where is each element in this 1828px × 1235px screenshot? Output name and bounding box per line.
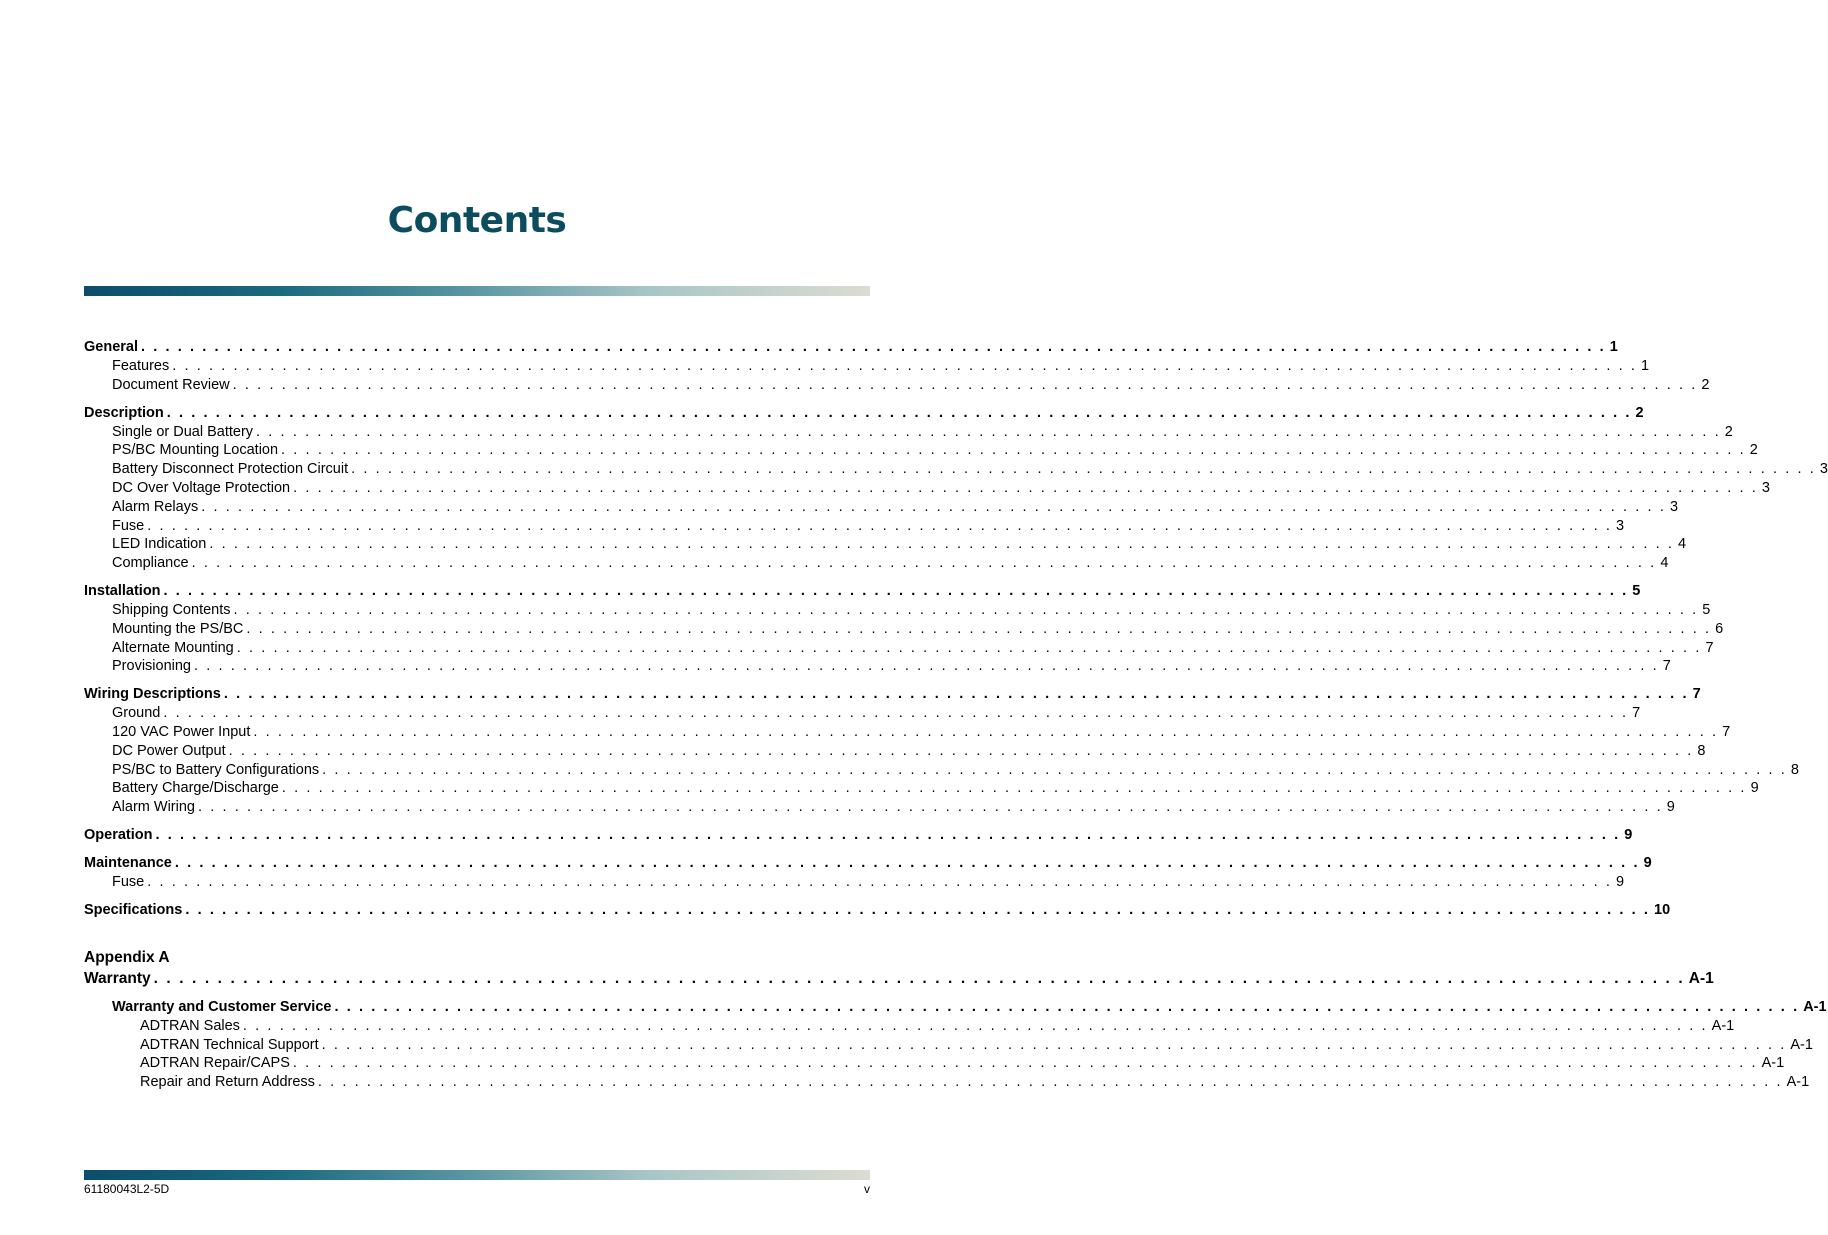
- toc-entry-page: 7: [1705, 639, 1714, 656]
- dot-leader: . . . . . . . . . . . . . . . . . . . . . . . . . . . . . . . . . . . . . . . . . . . . . . . . . . . . . . . . . . . . . . . . . . . . . . . . . . . . . . . . . . . . . . . . . . . . . . . . . . . . . . . . . . . . . . . . . . . . . . . .: [163, 705, 1629, 722]
- toc-entry-label: Compliance: [112, 555, 189, 572]
- dot-leader: . . . . . . . . . . . . . . . . . . . . . . . . . . . . . . . . . . . . . . . . . . . . . . . . . . . . . . . . . . . . . . . . . . . . . . . . . . . . . . . . . . . . . . . . . . . . . . . . . . . . . . . . . . . . . . . . . . . . . . . .: [172, 358, 1637, 374]
- toc-subsection[interactable]: [84, 704, 1641, 723]
- toc-subsection[interactable]: [84, 657, 1671, 676]
- toc-entry-label: Operation: [84, 826, 153, 843]
- dot-leader: . . . . . . . . . . . . . . . . . . . . . . . . . . . . . . . . . . . . . . . . . . . . . . . . . . . . . . . . . . . . . . . . . . . . . . . . . . . . . . . . . . . . . . . . . . . . . . . . . . . . . . . . . . . . . . . . . . . . . . . .: [228, 742, 1694, 759]
- toc-entry-page: 3: [1615, 517, 1625, 534]
- toc-subsection[interactable]: [84, 357, 1650, 376]
- dot-leader: . . . . . . . . . . . . . . . . . . . . . . . . . . . . . . . . . . . . . . . . . . . . . . . . . . . . . . . . . . . . . . . . . . . . . . . . . . . . . . . . . . . . . . . . . . . . . . . . . . . . . . . . . . . . . . . . . . . . . . . .: [236, 639, 1702, 656]
- toc-entry-label: ADTRAN Technical Support: [140, 1036, 319, 1053]
- toc-entry-label: PS/BC Mounting Location: [112, 442, 279, 459]
- toc-entry-page: 5: [1632, 582, 1641, 599]
- dot-leader: . . . . . . . . . . . . . . . . . . . . . . . . . . . . . . . . . . . . . . . . . . . . . . . . . . . . . . . . . . . . . . . . . . . . . . . . . . . . . . . . . . . . . . . . . . . . . . . . . . . . . . . . . . . . . . . . . . . . . . . .: [351, 461, 1816, 478]
- toc-entry-page: 5: [1702, 601, 1711, 618]
- toc-entry-page: 2: [1724, 423, 1733, 440]
- dot-leader: . . . . . . . . . . . . . . . . . . . . . . . . . . . . . . . . . . . . . . . . . . . . . . . . . . . . . . . . . . . . . . . . . . . . . . . . . . . . . . . . . . . . . . . . . . . . . . . . . . . . . . . . . . . . . . . . . . . . . . . .: [197, 799, 1663, 816]
- dot-leader: . . . . . . . . . . . . . . . . . . . . . . . . . . . . . . . . . . . . . . . . . . . . . . . . . . . . . . . . . . . . . . . . . . . . . . . . . . . . . . . . . . . . . . . . . . . . . . . . . . . . . . . . . . . . . . . . . . . . . . . .: [174, 854, 1640, 871]
- toc-entry-label: Alarm Relays: [112, 498, 199, 515]
- toc-entry-page: A-1: [1790, 1036, 1813, 1053]
- toc-entry-page: 9: [1666, 799, 1675, 816]
- toc-subsection[interactable]: [84, 441, 1758, 460]
- toc-subsection[interactable]: [84, 742, 1706, 761]
- toc-section[interactable]: [84, 338, 1618, 357]
- toc-subsection[interactable]: [84, 460, 1828, 479]
- dot-leader: . . . . . . . . . . . . . . . . . . . . . . . . . . . . . . . . . . . . . . . . . . . . . . . . . . . . . . . . . . . . . . . . . . . . . . . . . . . . . . . . . . . . . . . . . . . . . . . . . . . . . . . . . . . . . . . . . . . . . . . .: [246, 620, 1712, 637]
- dot-leader: . . . . . . . . . . . . . . . . . . . . . . . . . . . . . . . . . . . . . . . . . . . . . . . . . . . . . . . . . . . . . . . . . . . . . . . . . . . . . . . . . . . . . . . . . . . . . . . . . . . . . . . . . . . . . . . . . . . . . . . .: [191, 555, 1657, 572]
- dot-leader: . . . . . . . . . . . . . . . . . . . . . . . . . . . . . . . . . . . . . . . . . . . . . . . . . . . . . . . . . . . . . . . . . . . . . . . . . . . . . . . . . . . . . . . . . . . . . . . . . . . . . . . . . . . . . . . . . . . . . . . .: [321, 1036, 1787, 1053]
- toc-entry-label: Repair and Return Address: [140, 1074, 315, 1091]
- toc-subsection[interactable]: [84, 554, 1669, 573]
- toc-entry-label: Mounting the PS/BC: [112, 620, 244, 637]
- toc-entry-page: 2: [1635, 404, 1644, 421]
- dot-leader: . . . . . . . . . . . . . . . . . . . . . . . . . . . . . . . . . . . . . . . . . . . . . . . . . . . . . . . . . . . . . . . . . . . . . . . . . . . . . . . . . . . . . . . . . . . . . . . . . . . . . . . . . . . . . . . . . . . . . . . .: [242, 1017, 1708, 1034]
- toc-entry-page: 10: [1654, 901, 1671, 918]
- toc-entry-label: Warranty and Customer Service: [112, 998, 332, 1015]
- toc-subsection[interactable]: [84, 798, 1675, 817]
- toc-entry-page: 7: [1632, 705, 1641, 722]
- toc-entry-page: 7: [1722, 723, 1731, 740]
- toc-subsubsection[interactable]: [84, 1054, 1785, 1073]
- toc-entry-label: Provisioning: [112, 658, 191, 675]
- toc-entry-page: 9: [1615, 873, 1625, 890]
- toc-subsubsection[interactable]: [84, 1017, 1735, 1036]
- dot-leader: . . . . . . . . . . . . . . . . . . . . . . . . . . . . . . . . . . . . . . . . . . . . . . . . . . . . . . . . . . . . . . . . . . . . . . . . . . . . . . . . . . . . . . . . . . . . . . . . . . . . . . . . . . . . . . . . . . . . . . . .: [194, 658, 1659, 675]
- toc-subsection[interactable]: [84, 873, 1625, 892]
- toc-entry-label: Wiring Descriptions: [84, 686, 221, 703]
- toc-subsection[interactable]: [84, 779, 1759, 798]
- toc-entry-page: 9: [1624, 826, 1633, 843]
- dot-leader: . . . . . . . . . . . . . . . . . . . . . . . . . . . . . . . . . . . . . . . . . . . . . . . . . . . . . . . . . . . . . . . . . . . . . . . . . . . . . . . . . . . . . . . . . . . . . . . . . . . . . . . . . . . . . . . . . . . . . . . .: [166, 404, 1632, 421]
- toc-entry-label: DC Over Voltage Protection: [112, 479, 291, 496]
- toc-entry-label: ADTRAN Repair/CAPS: [140, 1055, 290, 1072]
- toc-entry-label: Battery Disconnect Protection Circuit: [112, 461, 349, 478]
- toc-entry-page: 1: [1640, 358, 1650, 374]
- toc-entry-page: 3: [1669, 498, 1679, 515]
- toc-entry-label: Fuse: [112, 517, 145, 534]
- document-number: 61180043L2-5D: [84, 1182, 170, 1196]
- footer-divider-bar: [84, 1170, 870, 1180]
- toc-entry-page: 7: [1692, 686, 1701, 703]
- toc-subsection[interactable]: [84, 639, 1714, 658]
- toc-entry-page: 7: [1662, 658, 1671, 675]
- dot-leader: . . . . . . . . . . . . . . . . . . . . . . . . . . . . . . . . . . . . . . . . . . . . . . . . . . . . . . . . . . . . . . . . . . . . . . . . . . . . . . . . . . . . . . . . . . . . . . . . . . . . . . . . . . . . . . . . . . . . . . . .: [163, 582, 1629, 599]
- toc-entry-label: Alternate Mounting: [112, 639, 234, 656]
- dot-leader: . . . . . . . . . . . . . . . . . . . . . . . . . . . . . . . . . . . . . . . . . . . . . . . . . . . . . . . . . . . . . . . . . . . . . . . . . . . . . . . . . . . . . . . . . . . . . . . . . . . . . . . . . . . . . . . . . . . . . . . .: [253, 723, 1719, 740]
- toc-entry-page: A-1: [1688, 969, 1714, 987]
- toc-section[interactable]: [84, 901, 1671, 920]
- toc-appendix-title[interactable]: [84, 968, 1714, 990]
- dot-leader: . . . . . . . . . . . . . . . . . . . . . . . . . . . . . . . . . . . . . . . . . . . . . . . . . . . . . . . . . . . . . . . . . . . . . . . . . . . . . . . . . . . . . . . . . . . . . . . . . . . . . . . . . . . . . . . . . . . . . . . .: [209, 536, 1675, 553]
- dot-leader: . . . . . . . . . . . . . . . . . . . . . . . . . . . . . . . . . . . . . . . . . . . . . . . . . . . . . . . . . . . . . . . . . . . . . . . . . . . . . . . . . . . . . . . . . . . . . . . . . . . . . . . . . . . . . . . . . . . . . . . .: [233, 601, 1699, 618]
- toc-section[interactable]: [84, 685, 1701, 704]
- toc-entry-label: Single or Dual Battery: [112, 423, 254, 440]
- toc-entry-label: Battery Charge/Discharge: [112, 780, 279, 797]
- toc-entry-page: 2: [1749, 442, 1758, 459]
- page-title: Contents: [387, 200, 567, 241]
- toc-entry-page: 1: [1609, 339, 1618, 355]
- toc-subsection[interactable]: [84, 479, 1770, 498]
- toc-entry-label: Alarm Wiring: [112, 799, 195, 816]
- toc-entry-label: General: [84, 339, 138, 355]
- toc-entry-page: A-1: [1803, 998, 1827, 1015]
- toc-subsection[interactable]: [84, 620, 1724, 639]
- toc-entry-page: 3: [1819, 461, 1828, 478]
- toc-entry-page: A-1: [1711, 1017, 1735, 1034]
- toc-entry-label: 120 VAC Power Input: [112, 723, 251, 740]
- dot-leader: . . . . . . . . . . . . . . . . . . . . . . . . . . . . . . . . . . . . . . . . . . . . . . . . . . . . . . . . . . . . . . . . . . . . . . . . . . . . . . . . . . . . . . . . . . . . . . . . . . . . . . . . . . . . . . . . . . . . . . . .: [141, 339, 1606, 355]
- toc-entry-page: 9: [1643, 854, 1652, 871]
- toc-subsubsection[interactable]: [84, 1036, 1813, 1055]
- toc-subsection[interactable]: [84, 601, 1711, 620]
- dot-leader: . . . . . . . . . . . . . . . . . . . . . . . . . . . . . . . . . . . . . . . . . . . . . . . . . . . . . . . . . . . . . . . . . . . . . . . . . . . . . . . . . . . . . . . . . . . . . . . . . . . . . . . . . . . . . . . . . . . . . . . .: [292, 1055, 1758, 1072]
- dot-leader: . . . . . . . . . . . . . . . . . . . . . . . . . . . . . . . . . . . . . . . . . . . . . . . . . . . . . . . . . . . . . . . . . . . . . . . . . . . . . . . . . . . . . . . . . . . . . . . . . . . . . . . . . . . . . . . . . . . . . . . .: [147, 517, 1612, 534]
- toc-subsection[interactable]: [84, 498, 1679, 517]
- dot-leader: . . . . . . . . . . . . . . . . . . . . . . . . . . . . . . . . . . . . . . . . . . . . . . . . . . . . . . . . . . . . . . . . . . . . . . . . . . . . . . . . . . . . . . . . . . . . . . . . . . . . . . . . . . . . . . . . . . . . . . . .: [223, 686, 1689, 703]
- dot-leader: . . . . . . . . . . . . . . . . . . . . . . . . . . . . . . . . . . . . . . . . . . . . . . . . . . . . . . . . . . . . . . . . . . . . . . . . . . . . . . . . . . . . . . . . . . . . . . . . . . . . . . . . . . . . . . . . . . . . . . . .: [281, 780, 1747, 797]
- dot-leader: . . . . . . . . . . . . . . . . . . . . . . . . . . . . . . . . . . . . . . . . . . . . . . . . . . . . . . . . . . . . . . . . . . . . . . . . . . . . . . . . . . . . . . . . . . . . . . . . . . . . . . . . . . . . . . . . . . . . . . . .: [334, 998, 1800, 1015]
- toc-entry-label: Maintenance: [84, 854, 172, 871]
- appendix-heading: Appendix A: [84, 948, 170, 966]
- toc-entry-page: 4: [1660, 555, 1669, 572]
- toc-entry-page: 9: [1750, 780, 1759, 797]
- toc-entry-label: Features: [112, 358, 170, 374]
- toc-entry-page: 8: [1697, 742, 1706, 759]
- toc-entry-page: 6: [1715, 620, 1724, 637]
- toc-entry-label: Description: [84, 404, 164, 421]
- toc-entry-label: Ground: [112, 705, 161, 722]
- toc-entry-page: 8: [1790, 761, 1799, 778]
- dot-leader: . . . . . . . . . . . . . . . . . . . . . . . . . . . . . . . . . . . . . . . . . . . . . . . . . . . . . . . . . . . . . . . . . . . . . . . . . . . . . . . . . . . . . . . . . . . . . . . . . . . . . . . . . . . . . . . . . . . . . . . .: [147, 873, 1612, 890]
- toc-entry-label: Specifications: [84, 901, 183, 918]
- toc-entry-label: ADTRAN Sales: [140, 1017, 240, 1034]
- dot-leader: . . . . . . . . . . . . . . . . . . . . . . . . . . . . . . . . . . . . . . . . . . . . . . . . . . . . . . . . . . . . . . . . . . . . . . . . . . . . . . . . . . . . . . . . . . . . . . . . . . . . . . . . . . . . . . . . . . . . . . . .: [153, 969, 1685, 987]
- toc-entry-label: DC Power Output: [112, 742, 226, 759]
- toc-entry-page: 2: [1701, 376, 1710, 393]
- toc-entry-page: A-1: [1761, 1055, 1785, 1072]
- dot-leader: . . . . . . . . . . . . . . . . . . . . . . . . . . . . . . . . . . . . . . . . . . . . . . . . . . . . . . . . . . . . . . . . . . . . . . . . . . . . . . . . . . . . . . . . . . . . . . . . . . . . . . . . . . . . . . . . . . . . . . . .: [232, 376, 1698, 393]
- toc-entry-page: A-1: [1786, 1074, 1810, 1091]
- toc-subsection[interactable]: [84, 423, 1733, 442]
- dot-leader: . . . . . . . . . . . . . . . . . . . . . . . . . . . . . . . . . . . . . . . . . . . . . . . . . . . . . . . . . . . . . . . . . . . . . . . . . . . . . . . . . . . . . . . . . . . . . . . . . . . . . . . . . . . . . . . . . . . . . . . .: [185, 901, 1651, 918]
- toc-entry-label: LED Indication: [112, 536, 207, 553]
- toc-subsection[interactable]: [84, 376, 1710, 395]
- toc-entry-label: Warranty: [84, 969, 151, 987]
- toc-section[interactable]: [84, 826, 1633, 845]
- dot-leader: . . . . . . . . . . . . . . . . . . . . . . . . . . . . . . . . . . . . . . . . . . . . . . . . . . . . . . . . . . . . . . . . . . . . . . . . . . . . . . . . . . . . . . . . . . . . . . . . . . . . . . . . . . . . . . . . . . . . . . . .: [155, 826, 1621, 843]
- toc-subsection[interactable]: [84, 517, 1625, 536]
- toc-entry-label: Installation: [84, 582, 161, 599]
- toc-entry-label: Document Review: [112, 376, 230, 393]
- toc-subsection[interactable]: [84, 761, 1799, 780]
- toc-subsection[interactable]: [84, 723, 1731, 742]
- dot-leader: . . . . . . . . . . . . . . . . . . . . . . . . . . . . . . . . . . . . . . . . . . . . . . . . . . . . . . . . . . . . . . . . . . . . . . . . . . . . . . . . . . . . . . . . . . . . . . . . . . . . . . . . . . . . . . . . . . . . . . . .: [256, 423, 1721, 440]
- toc-section[interactable]: [84, 404, 1644, 423]
- dot-leader: . . . . . . . . . . . . . . . . . . . . . . . . . . . . . . . . . . . . . . . . . . . . . . . . . . . . . . . . . . . . . . . . . . . . . . . . . . . . . . . . . . . . . . . . . . . . . . . . . . . . . . . . . . . . . . . . . . . . . . . .: [201, 498, 1666, 515]
- toc-entry-label: Shipping Contents: [112, 601, 231, 618]
- toc-section[interactable]: [84, 582, 1641, 601]
- toc-entry-page: 4: [1678, 536, 1687, 553]
- toc-section[interactable]: [84, 854, 1652, 873]
- toc-entry-page: 3: [1761, 479, 1770, 496]
- dot-leader: . . . . . . . . . . . . . . . . . . . . . . . . . . . . . . . . . . . . . . . . . . . . . . . . . . . . . . . . . . . . . . . . . . . . . . . . . . . . . . . . . . . . . . . . . . . . . . . . . . . . . . . . . . . . . . . . . . . . . . . .: [322, 761, 1787, 778]
- footer-page-number: v: [864, 1182, 870, 1196]
- dot-leader: . . . . . . . . . . . . . . . . . . . . . . . . . . . . . . . . . . . . . . . . . . . . . . . . . . . . . . . . . . . . . . . . . . . . . . . . . . . . . . . . . . . . . . . . . . . . . . . . . . . . . . . . . . . . . . . . . . . . . . . .: [317, 1074, 1783, 1091]
- toc-subsection[interactable]: [84, 998, 1827, 1017]
- toc-subsubsection[interactable]: [84, 1073, 1810, 1092]
- table-of-contents: [84, 338, 1828, 1092]
- dot-leader: . . . . . . . . . . . . . . . . . . . . . . . . . . . . . . . . . . . . . . . . . . . . . . . . . . . . . . . . . . . . . . . . . . . . . . . . . . . . . . . . . . . . . . . . . . . . . . . . . . . . . . . . . . . . . . . . . . . . . . . .: [281, 442, 1746, 459]
- header-divider-bar: [84, 286, 870, 296]
- dot-leader: . . . . . . . . . . . . . . . . . . . . . . . . . . . . . . . . . . . . . . . . . . . . . . . . . . . . . . . . . . . . . . . . . . . . . . . . . . . . . . . . . . . . . . . . . . . . . . . . . . . . . . . . . . . . . . . . . . . . . . . .: [293, 479, 1758, 496]
- toc-entry-label: Fuse: [112, 873, 145, 890]
- toc-entry-label: PS/BC to Battery Configurations: [112, 761, 320, 778]
- toc-subsection[interactable]: [84, 535, 1687, 554]
